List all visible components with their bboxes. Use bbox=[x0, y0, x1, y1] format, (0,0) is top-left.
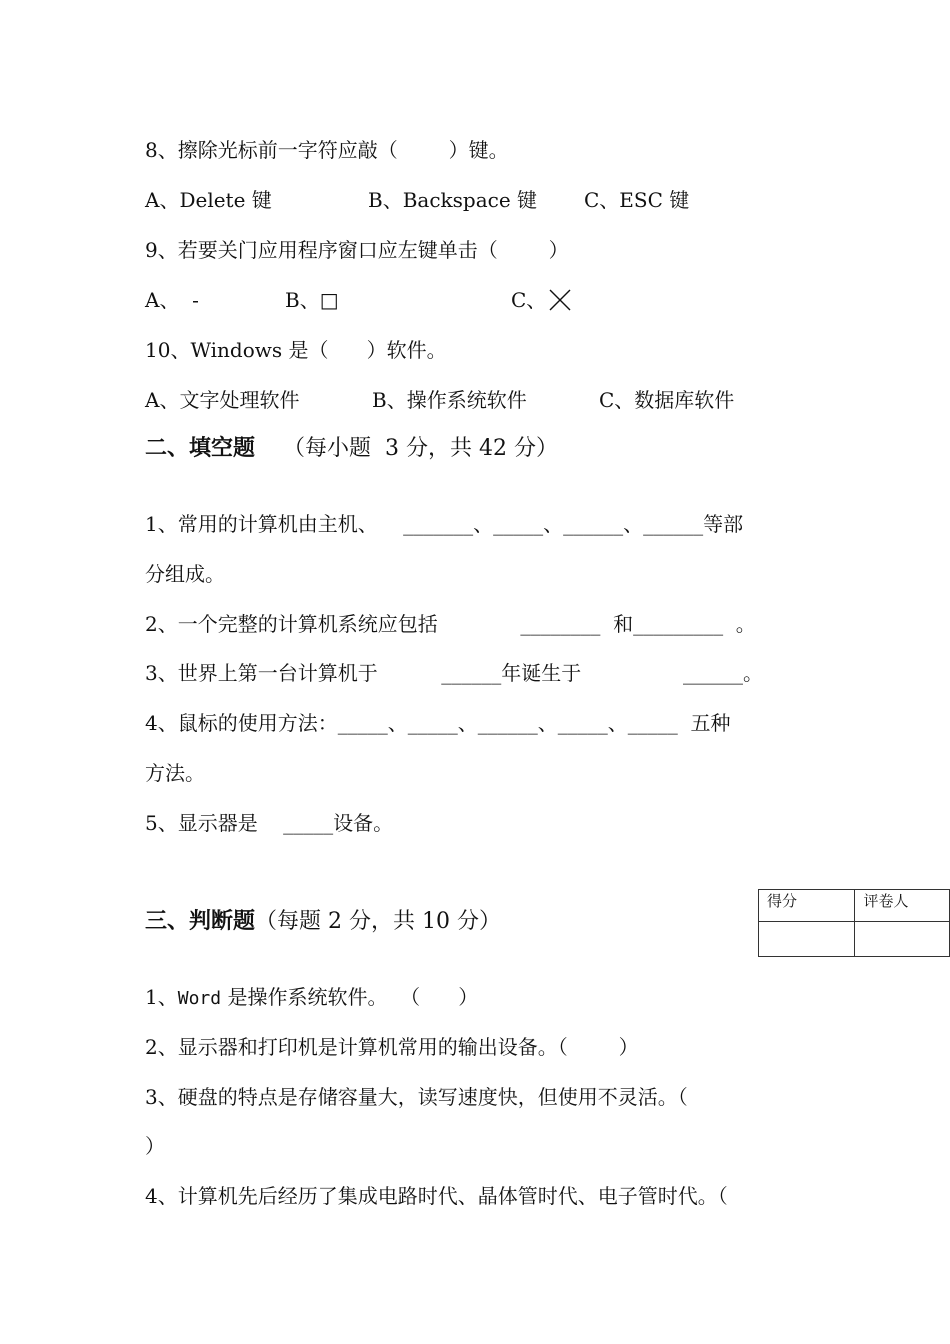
q10-option-c: C、数据库软件 bbox=[599, 388, 735, 412]
close-icon bbox=[548, 288, 572, 312]
judge-q1-rest: 是操作系统软件。 （ ） bbox=[221, 985, 479, 1009]
section-judge-note: （每题 2 分，共 10 分） bbox=[255, 909, 501, 934]
section-fill-note: （每小题 3 分，共 42 分） bbox=[283, 436, 558, 461]
fill-question-1: 1、常用的计算机由主机、 _______、_____、______、______等部 bbox=[145, 512, 744, 536]
q9-option-b: B、□ bbox=[285, 288, 339, 312]
score-cell bbox=[759, 922, 855, 957]
section-fill-title: 二、填空题 bbox=[145, 435, 256, 461]
reviewer-cell bbox=[855, 922, 950, 957]
q9-option-c: C、 bbox=[511, 288, 547, 312]
score-label: 得分 bbox=[759, 890, 855, 922]
fill-question-4: 4、鼠标的使用方法：_____、_____、______、_____、_____ 五种 bbox=[145, 711, 731, 735]
fill-question-4-cont: 方法。 bbox=[145, 761, 205, 785]
fill-question-2: 2、一个完整的计算机系统应包括 ________ 和_________ 。 bbox=[145, 612, 756, 636]
q10-option-a: A、文字处理软件 bbox=[145, 388, 300, 412]
q9-option-a: A、 - bbox=[145, 288, 199, 312]
q8-option-c: C、ESC 键 bbox=[584, 188, 690, 212]
section-judge-title: 三、判断题 bbox=[145, 908, 256, 934]
judge-question-3: 3、硬盘的特点是存储容量大，读写速度快，但使用不灵活。（ bbox=[145, 1085, 688, 1109]
judge-q1-word: Word bbox=[177, 988, 222, 1009]
fill-question-5: 5、显示器是 _____设备。 bbox=[145, 811, 394, 835]
q8-option-b: B、Backspace 键 bbox=[368, 188, 538, 212]
section-fill-heading bbox=[145, 433, 558, 464]
question-8: 8、擦除光标前一字符应敲（ ）键。 bbox=[145, 138, 509, 162]
section-judge-heading bbox=[145, 906, 501, 937]
fill-question-1-cont: 分组成。 bbox=[145, 562, 225, 586]
judge-question-3-cont: ） bbox=[145, 1134, 165, 1158]
q8-option-a: A、Delete 键 bbox=[145, 188, 272, 212]
score-table bbox=[758, 889, 950, 957]
q10-option-b: B、操作系统软件 bbox=[372, 388, 527, 412]
judge-question-4: 4、计算机先后经历了集成电路时代、晶体管时代、电子管时代。（ bbox=[145, 1184, 728, 1208]
judge-q1-prefix: 1、 bbox=[145, 985, 178, 1009]
reviewer-label: 评卷人 bbox=[855, 890, 950, 922]
judge-question-2: 2、显示器和打印机是计算机常用的输出设备。（ ） bbox=[145, 1035, 639, 1059]
judge-question-1 bbox=[145, 984, 478, 1012]
fill-question-3: 3、世界上第一台计算机于 ______年诞生于 ______。 bbox=[145, 661, 764, 685]
question-9: 9、若要关门应用程序窗口应左键单击（ ） bbox=[145, 238, 569, 262]
question-10: 10、Windows 是（ ）软件。 bbox=[145, 338, 447, 362]
